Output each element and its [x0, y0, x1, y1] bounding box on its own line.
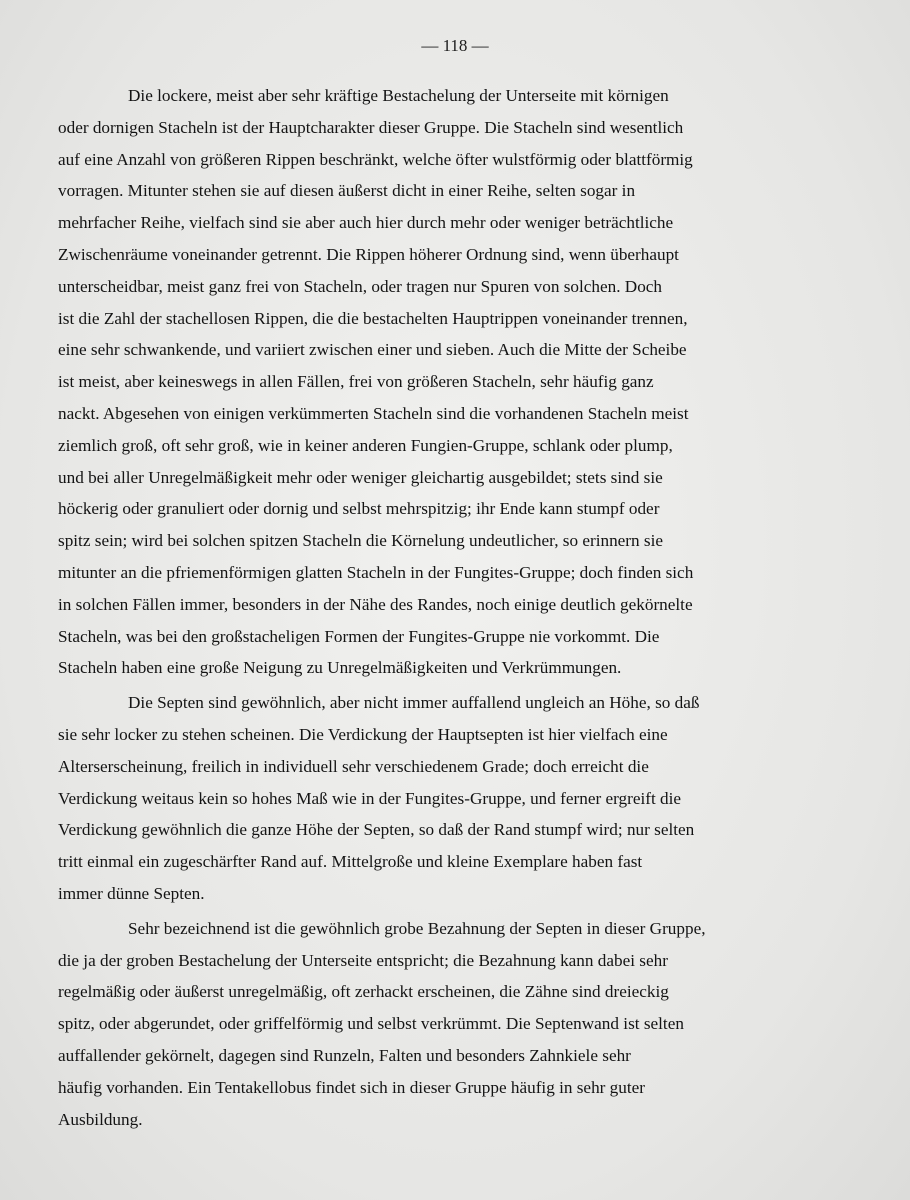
page-number: — 118 —: [421, 36, 489, 55]
paragraph-septa: Die Septen sind gewöhnlich, aber nicht immer auffallend ungleich an Höhe, so daß sie sehr locker zu stehen scheinen. Die Verdickung der Hauptsepten ist hier vielfach eine Alterserscheinung, freilich in individuell sehr verschiedenem Grade; doch erreicht die Verdickung weitaus kein so hohes Maß wie in der Fungites-Gruppe, und ferner ergreift die Verdickung gewöhnlich die ganze Höhe der Septen, so daß der Rand stumpf wird; nur selten tritt einmal ein zugeschärfter Rand auf. Mittelgroße und kleine Exemplare haben fast immer dünne Septen.: [58, 693, 700, 903]
paragraph-spines: Die lockere, meist aber sehr kräftige Bestachelung der Unterseite mit körnigen oder dornigen Stacheln ist der Hauptcharakter dieser Gruppe. Die Stacheln sind wesentlich auf eine Anzahl von größeren Rippen beschränkt, welche öfter wulstförmig oder blattförmig vorragen. Mitunter stehen sie auf diesen äußerst dicht in einer Reihe, selten sogar in mehrfacher Reihe, vielfach sind sie aber auch hier durch mehr oder weniger beträchtliche Zwischenräume voneinander getrennt. Die Rippen höherer Ordnung sind, wenn überhaupt unterscheidbar, meist ganz frei von Stacheln, oder tragen nur Spuren von solchen. Doch ist die Zahl der stachellosen Rippen, die die bestachelten Hauptrippen voneinander trennen, eine sehr schwankende, und variiert zwischen einer und sieben. Auch die Mitte der Scheibe ist meist, aber keineswegs in allen Fällen, frei von größeren Stacheln, sehr häufig ganz nackt. Abgesehen von einigen verkümmerten Stacheln sind die vorhandenen Stacheln meist ziemlich groß, oft sehr groß, wie in keiner anderen Fungien-Gruppe, schlank oder plump, und bei aller Unregelmäßigkeit mehr oder weniger gleichartig ausgebildet; stets sind sie höckerig oder granuliert oder dornig und selbst mehrspitzig; ihr Ende kann stumpf oder spitz sein; wird bei solchen spitzen Stacheln die Körnelung undeutlicher, so erinnern sie mitunter an die pfriemenförmigen glatten Stacheln in der Fungites-Gruppe; doch finden sich in solchen Fällen immer, besonders in der Nähe des Randes, noch einige deutlich gekörnelte Stacheln, was bei den großstacheligen Formen der Fungites-Gruppe nie vorkommt. Die Stacheln haben eine große Neigung zu Unregelmäßigkeiten und Verkrümmungen.: [58, 86, 694, 678]
body-text: [58, 80, 856, 1135]
paragraph-dentition: Sehr bezeichnend ist die gewöhnlich grobe Bezahnung der Septen in dieser Gruppe, die ja der groben Bestachelung der Unterseite entspricht; die Bezahnung kann dabei sehr regelmäßig oder äußerst unregelmäßig, oft zerhackt erscheinen, die Zähne sind dreieckig spitz, oder abgerundet, oder griffelförmig und selbst verkrümmt. Die Septenwand ist selten auffallender gekörnelt, dagegen sind Runzeln, Falten und besonders Zahnkiele sehr häufig vorhanden. Ein Tentakellobus findet sich in dieser Gruppe häufig in sehr guter Ausbildung.: [58, 918, 706, 1129]
